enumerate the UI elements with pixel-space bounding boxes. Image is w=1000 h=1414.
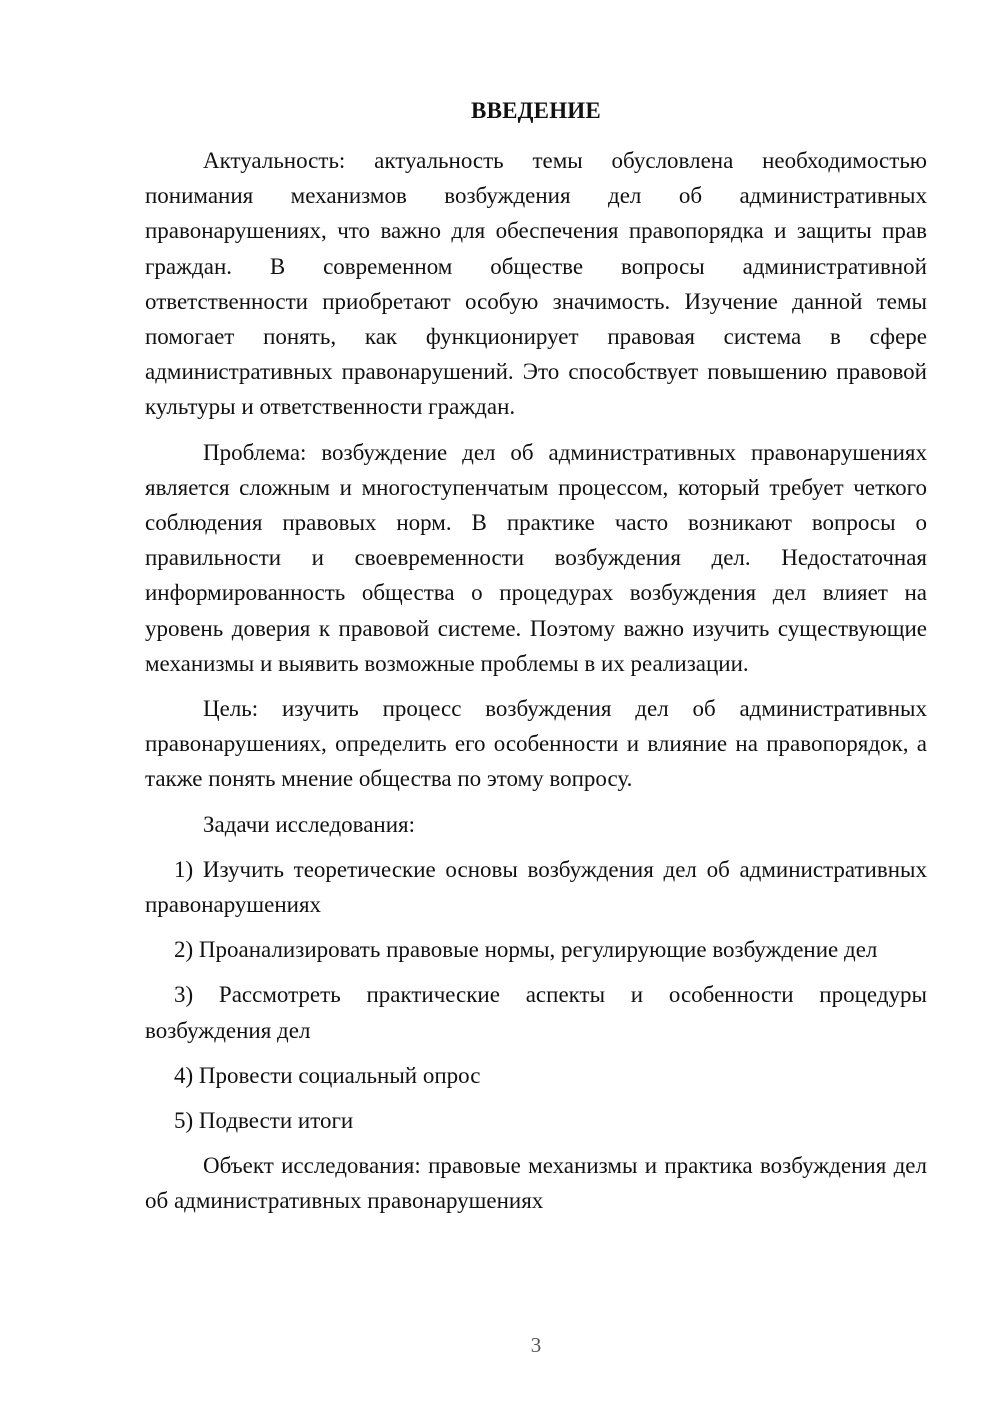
section-title: ВВЕДЕНИЕ — [471, 98, 601, 123]
paragraph-relevance: Актуальность: актуальность темы обусловлена необходимостью понимания механизмов возбуждения дел об административных правонарушениях, что важно для обеспечения правопорядка и защиты прав граждан. В современном обществе вопросы административной ответственности приобретают особую значимость. Изучение данной темы помогает понять, как функционирует правовая система в сфере административных правонарушений. Это способствует повышению правовой культуры и ответственности граждан. — [145, 148, 927, 420]
body-text — [145, 143, 927, 1229]
paragraph-goal: Цель: изучить процесс возбуждения дел об административных правонарушениях, определить его особенности и влияние на правопорядок, а также понять мнение общества по этому вопросу. — [145, 696, 927, 792]
task-item-2: 2) Проанализировать правовые нормы, регулирующие возбуждение дел — [174, 937, 878, 963]
page-number: 3 — [530, 1333, 542, 1357]
paragraph-tasks-heading: Задачи исследования: — [203, 811, 416, 837]
task-item-3: 3) Рассмотреть практические аспекты и особенности процедуры возбуждения дел — [145, 982, 927, 1043]
task-item-5: 5) Подвести итоги — [174, 1108, 354, 1134]
task-item-4: 4) Провести социальный опрос — [174, 1062, 481, 1088]
task-item-1: 1) Изучить теоретические основы возбуждения дел об административных правонарушениях — [145, 856, 927, 918]
paragraph-problem: Проблема: возбуждение дел об административных правонарушениях является сложным и многоступенчатым процессом, который требует четкого соблюдения правовых норм. В практике часто возникают вопросы о правильности и своевременности возбуждения дел. Недостаточная информированность общества о процедурах возбуждения дел влияет на уровень доверия к правовой системе. Поэтому важно изучить существующие механизмы и выявить возможные проблемы в их реализации. — [145, 439, 927, 676]
paragraph-object: Объект исследования: правовые механизмы и практика возбуждения дел об административных правонарушениях — [145, 1153, 927, 1214]
